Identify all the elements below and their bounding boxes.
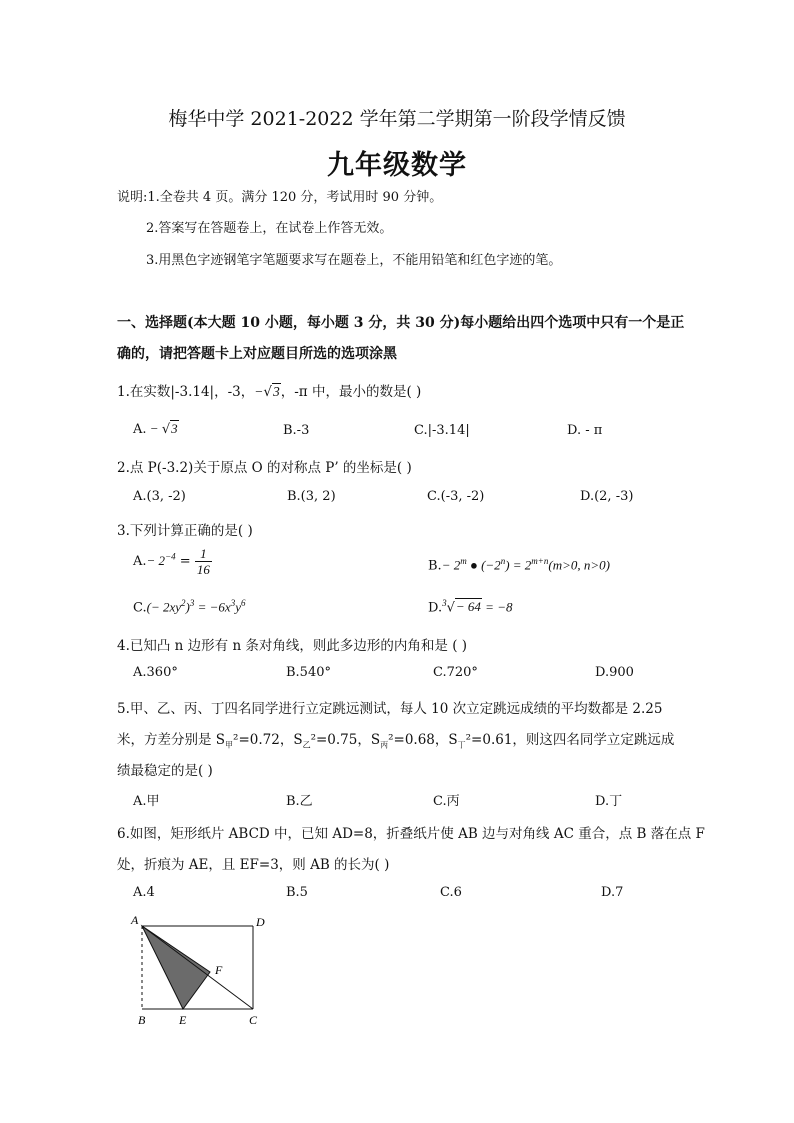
fraction-numerator: 1 xyxy=(195,546,212,562)
q3-opt-a-base: − 2 xyxy=(146,553,166,568)
exam-title: 梅华中学 2021-2022 学年第二学期第一阶段学情反馈 xyxy=(168,108,626,130)
q3-opt-b-base: − 2 xyxy=(441,557,461,573)
q2-option-b[interactable]: B.(3, 2) xyxy=(287,489,336,504)
q5-sub-bing: 丙 xyxy=(380,740,389,750)
q3-opt-a-equals: = xyxy=(175,554,195,569)
q1-option-c[interactable]: C.|-3.14| xyxy=(414,423,470,438)
question-4-stem: 4.已知凸 n 边形有 n 条对角线，则此多边形的内角和是 ( ) xyxy=(117,638,468,654)
q5-text: ²=0.61，则这四名同学立定跳远成 xyxy=(465,732,675,748)
q3-option-c[interactable] xyxy=(133,598,245,615)
q1-option-d[interactable]: D. - π xyxy=(567,423,603,438)
sqrt-symbol: √ xyxy=(263,384,272,400)
question-5-line3: 绩最稳定的是( ) xyxy=(117,763,213,779)
q3-opt-b-exp3: m+n xyxy=(531,556,549,566)
q6-option-d[interactable]: D.7 xyxy=(601,885,624,900)
q1-option-a[interactable] xyxy=(133,421,179,437)
question-2-stem: 2.点 P(-3.2)关于原点 O 的对称点 P’ 的坐标是( ) xyxy=(117,460,412,476)
question-5-line1: 5.甲、乙、丙、丁四名同学进行立定跳远测试，每人 10 次立定跳远成绩的平均数都是 2.25 xyxy=(117,701,663,717)
q3-opt-c-y: y xyxy=(235,599,241,615)
q1-minus: − xyxy=(254,384,264,399)
q4-option-a[interactable]: A.360° xyxy=(133,665,178,680)
instruction-2: 2.答案写在答题卷上，在试卷上作答无效。 xyxy=(146,221,393,236)
question-1-stem xyxy=(117,380,421,400)
label-d: D xyxy=(256,915,265,929)
diagonal-ac xyxy=(142,926,253,1009)
q3-opt-a-exponent: −4 xyxy=(165,551,176,562)
q3-opt-c-mid2: = −6x xyxy=(194,599,231,615)
section1-heading-line1: 一、选择题(本大题 10 小题，每小题 3 分，共 30 分)每小题给出四个选项中只有一个是正 xyxy=(117,315,685,331)
shaded-triangle-aef xyxy=(142,926,210,1009)
q3-opt-d-rhs: = −8 xyxy=(481,599,513,615)
q5-sub-jia: 甲 xyxy=(225,740,234,750)
q3-opt-b-mid: ● (−2 xyxy=(466,557,501,573)
q6-option-a[interactable]: A.4 xyxy=(133,885,155,900)
q2-option-c[interactable]: C.(-3, -2) xyxy=(427,489,485,504)
q3-opt-b-exp2: n xyxy=(500,556,506,566)
label-b: B xyxy=(138,1013,146,1027)
q5-text: ²=0.72，S xyxy=(233,732,303,748)
q3-opt-a-label: A. xyxy=(133,554,147,569)
q1-stem-tail: ，-π 中，最小的数是( ) xyxy=(280,384,422,400)
label-a: A xyxy=(131,913,139,927)
q3-option-d[interactable] xyxy=(428,598,512,615)
q5-sub-yi: 乙 xyxy=(302,740,311,750)
sqrt-symbol: √ xyxy=(161,422,171,437)
question-3-stem: 3.下列计算正确的是( ) xyxy=(117,523,253,539)
label-f: F xyxy=(215,963,223,977)
q1-opt-a-radicand: 3 xyxy=(171,421,178,436)
q5-option-d[interactable]: D.丁 xyxy=(595,794,623,809)
q6-option-b[interactable]: B.5 xyxy=(286,885,308,900)
q5-option-a[interactable]: A.甲 xyxy=(133,794,160,809)
rectangle-fold-figure xyxy=(125,910,275,1030)
q3-opt-c-exp2: 3 xyxy=(189,598,195,608)
q2-option-d[interactable]: D.(2, -3) xyxy=(580,489,634,504)
question-6-line2: 处，折痕为 AE，且 EF=3，则 AB 的长为( ) xyxy=(117,857,390,873)
q4-option-d[interactable]: D.900 xyxy=(595,665,634,680)
q4-option-c[interactable]: C.720° xyxy=(433,665,478,680)
q5-text: ²=0.75，S xyxy=(310,732,381,748)
q1-option-b[interactable]: B.-3 xyxy=(283,423,310,438)
q5-text: 米，方差分别是 S xyxy=(117,732,226,748)
fraction-denominator: 16 xyxy=(196,562,210,577)
q3-opt-a-fraction xyxy=(195,546,212,577)
q3-opt-b-condition: (m>0, n>0) xyxy=(548,557,610,573)
question-5-line2 xyxy=(117,728,674,751)
instruction-3: 3.用黑色字迹钢笔字笔题要求写在题卷上，不能用铅笔和红色字迹的笔。 xyxy=(146,253,562,268)
sqrt-symbol: √ xyxy=(446,600,455,616)
q3-opt-c-expr: (− 2xy xyxy=(146,599,182,615)
q6-option-c[interactable]: C.6 xyxy=(440,885,462,900)
q3-option-b[interactable] xyxy=(428,556,610,573)
q3-option-a[interactable] xyxy=(133,546,212,577)
q3-opt-c-label: C. xyxy=(133,600,147,616)
q3-opt-d-radicand: − 64 xyxy=(455,599,481,615)
q1-radicand: 3 xyxy=(272,384,280,399)
q3-opt-b-label: B. xyxy=(428,558,442,574)
q5-text: ²=0.68，S xyxy=(388,732,458,748)
q1-stem-part: 1.在实数|-3.14|，-3， xyxy=(117,384,255,400)
q5-sub-ding: 丁 xyxy=(457,740,466,750)
label-e: E xyxy=(179,1013,187,1027)
q5-option-c[interactable]: C.丙 xyxy=(433,794,460,809)
q1-opt-a-minus: − xyxy=(146,421,162,436)
subject-title: 九年级数学 xyxy=(327,150,467,181)
q4-option-b[interactable]: B.540° xyxy=(286,665,331,680)
q3-opt-c-exp1: 2 xyxy=(181,598,186,608)
cube-root-index: 3 xyxy=(442,598,447,608)
q2-option-a[interactable]: A.(3, -2) xyxy=(133,489,186,504)
q3-opt-c-mid: ) xyxy=(185,599,190,615)
q3-opt-d-label: D. xyxy=(428,600,443,616)
label-c: C xyxy=(249,1013,258,1027)
question-6-line1: 6.如图，矩形纸片 ABCD 中，已知 AD=8，折叠纸片使 AB 边与对角线 AC 重合，点 B 落在点 F xyxy=(117,826,705,842)
q3-opt-b-exp1: m xyxy=(460,556,467,566)
q3-opt-c-exp4: 6 xyxy=(240,598,246,608)
section1-heading-line2: 确的，请把答题卡上对应题目所选的选项涂黑 xyxy=(117,346,397,362)
q3-opt-c-exp3: 3 xyxy=(230,598,236,608)
q5-option-b[interactable]: B.乙 xyxy=(286,794,313,809)
instruction-1: 说明:1.全卷共 4 页。满分 120 分，考试用时 90 分钟。 xyxy=(117,190,443,205)
q1-opt-a-label: A. xyxy=(133,422,147,437)
q3-opt-b-mid2: ) = 2 xyxy=(505,557,532,573)
